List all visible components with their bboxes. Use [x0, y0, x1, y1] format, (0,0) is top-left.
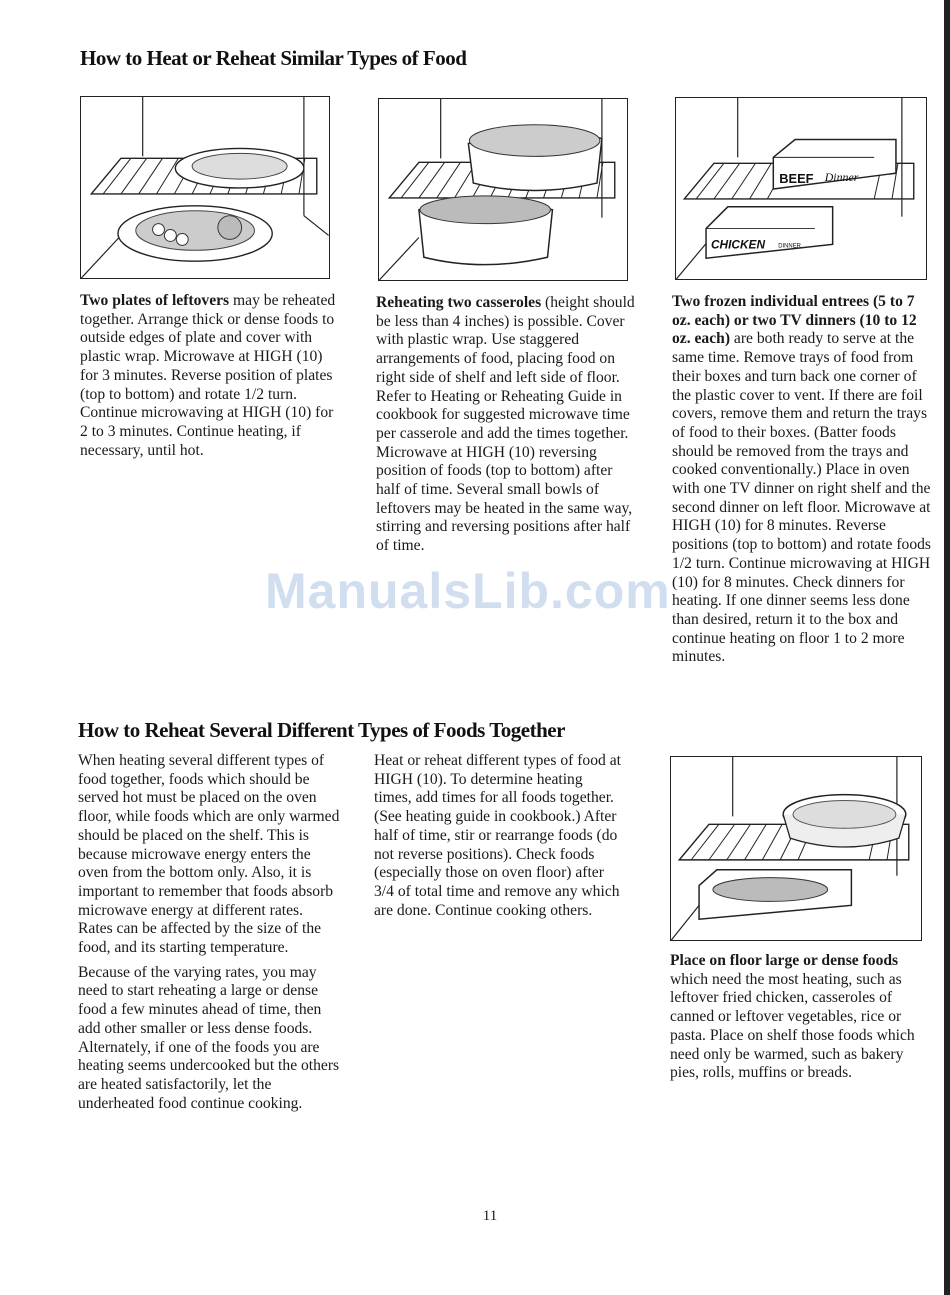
illustration-tv-dinners [675, 97, 927, 280]
page-number: 11 [482, 1208, 498, 1224]
intro-paragraph-2: Because of the varying rates, you may need to start reheating a large or dense food a few minutes ahead of time, then add other smaller or less dense foods. Alternately, if one of the foods you are heating seems undercooked but the others are heated satisfactorily, let the underheated food continue cooking. [78, 963, 340, 1112]
page-edge-shadow [944, 0, 950, 1295]
oven-dinners-drawing [676, 98, 926, 279]
tv-dinners-text: are both ready to serve at the same time. Remove trays of food from their boxes and turn back one corner of the plastic cover to vent. If there are foil covers, remove them and return the trays of food to their boxes. (Batter foods should be removed from the trays and cooked conventionally.) Place in oven with one TV dinner on right shelf and the second dinner on left floor. Microwave at HIGH (10) for 8 minutes. Reverse positions (top to bottom) and rotate foods 1/2 turn. Continue microwaving at HIGH (10) for 8 minutes. Check dinners for heating. If one dinner seems less done than desired, return it to the box and continue heating on floor 1 to 2 more minutes. [672, 330, 932, 666]
illustration-two-casseroles [378, 98, 628, 281]
leftovers-bold: Two plates of leftovers [80, 292, 230, 309]
intro-paragraph-1: When heating several different types of food together, foods which should be served hot must be placed on the oven floor, while foods which are only warmed should be placed on the shelf. This is because microwave energy enters the oven from the bottom only. Also, it is important to remember that foods absorb microwave energy at different rates. Rates can be affected by the size of the food, and its starting temperature. [78, 752, 340, 957]
section1-column-tv-dinners [672, 293, 934, 673]
watermark: ManualsLib.com [265, 563, 671, 619]
section1-title: How to Heat or Reheat Similar Types of Food [80, 46, 467, 70]
box-bottom-sub: DINNER [778, 243, 801, 250]
placement-text: which need the most heating, such as leftover fried chicken, casseroles of canned or leftover vegetables, rice or pasta. Place on shelf those foods which need only be warmed, such as bakery pies, rolls, muffins or breads. [670, 970, 915, 1082]
section1-column-leftovers [80, 292, 342, 466]
oven-pie-drawing [671, 757, 921, 940]
illustration-pie-and-dish [670, 756, 922, 941]
heating-paragraph: Heat or reheat different types of food at HIGH (10). To determine heating times, add times for all foods together. (See heating guide in cookbook.) After half of time, stir or rearrange foods (do not reverse positions). Check foods (especially those on oven floor) after 3/4 of total time and remove any which are done. Continue cooking others. [374, 752, 621, 919]
tv-dinners-bold: Two frozen individual entrees (5 to 7 oz. each) or two TV dinners (10 to 12 oz. each) [672, 293, 917, 348]
box-top-brand: Dinner [824, 170, 859, 185]
casseroles-text: (height should be less than 4 inches) is possible. Cover with plastic wrap. Use staggered arrangements of food, placing food on right side of shelf and left side of floor. Refer to Heating or Reheating Guide in cookbook for suggested microwave time per casserole and add the times together. Microwave at HIGH (10) reversing position of foods (top to bottom) after half of time. Several small bowls of leftovers may be heated in the same way, stirring and reversing positions after half of time. [376, 294, 635, 555]
box-bottom-label: CHICKEN [710, 237, 766, 252]
section2-column-intro [78, 752, 340, 1119]
illustration-two-plates [80, 96, 330, 279]
section1-column-casseroles [376, 294, 638, 562]
leftovers-text: may be reheated together. Arrange thick or dense foods to outside edges of plate and cover with plastic wrap. Microwave at HIGH (10) for 3 minutes. Reverse position of plates (top to bottom) and rotate 1/2 turn. Continue microwaving at HIGH (10) for 2 to 3 minutes. Continue heating, if necessary, until hot. [80, 292, 336, 459]
box-top-label: BEEF [779, 171, 814, 187]
placement-bold: Place on floor large or dense foods [670, 952, 899, 969]
casseroles-bold: Reheating two casseroles [376, 294, 542, 311]
oven-plates-drawing [81, 97, 329, 278]
oven-casseroles-drawing [379, 99, 627, 280]
section2-column-heating [374, 752, 622, 926]
section2-title: How to Reheat Several Different Types of Foods Together [78, 718, 565, 742]
section2-column-placement [670, 952, 932, 1089]
